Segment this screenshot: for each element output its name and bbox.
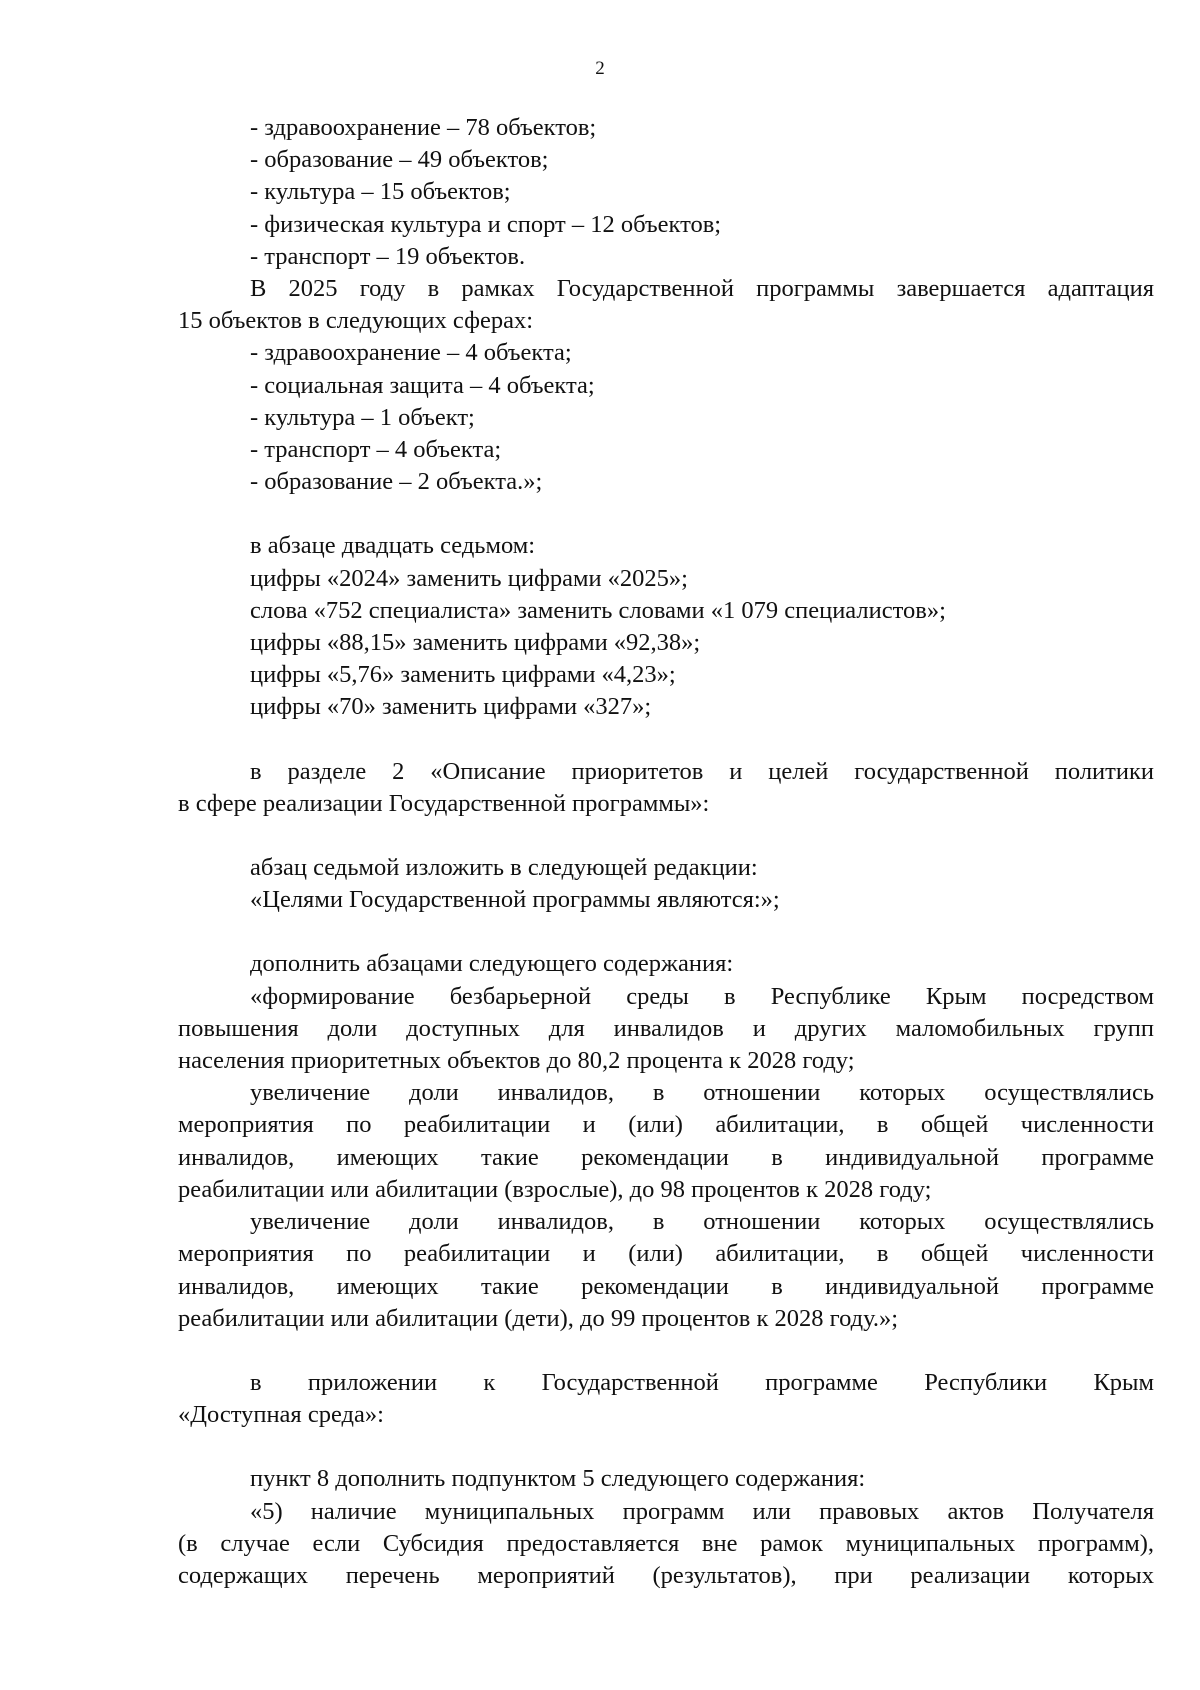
text-line: 15 объектов в следующих сферах: xyxy=(178,307,533,335)
text-line: цифры «2024» заменить цифрами «2025»; xyxy=(250,564,688,592)
text-line: населения приоритетных объектов до 80,2 процента к 2028 году; xyxy=(178,1047,855,1075)
text-line: цифры «70» заменить цифрами «327»; xyxy=(250,693,652,721)
list-item: - здравоохранение – 4 объекта; xyxy=(250,339,572,367)
list-item: - здравоохранение – 78 объектов; xyxy=(250,114,597,141)
list-item: - образование – 49 объектов; xyxy=(250,146,549,174)
text-line: увеличение доли инвалидов, в отношении которых осуществлялись xyxy=(250,1079,1154,1107)
text-line: повышения доли доступных для инвалидов и других маломобильных групп xyxy=(178,1014,1154,1042)
text-line: В 2025 году в рамках Государственной программы завершается адаптация xyxy=(250,275,1154,303)
document-body xyxy=(178,112,1154,1592)
text-line: цифры «5,76» заменить цифрами «4,23»; xyxy=(250,661,676,689)
text-line: инвалидов, имеющих такие рекомендации в индивидуальной программе xyxy=(178,1272,1154,1300)
list-item: - социальная защита – 4 объекта; xyxy=(250,371,595,399)
list-item: - транспорт – 4 объекта; xyxy=(250,436,502,464)
text-line: «5) наличие муниципальных программ или правовых актов Получателя xyxy=(250,1497,1154,1525)
list-objects-total xyxy=(178,112,1154,273)
text-line: «Целями Государственной программы являются:»; xyxy=(250,886,780,914)
text-line: (в случае если Субсидия предоставляется вне рамок муниципальных программ), xyxy=(178,1529,1154,1557)
text-line: реабилитации или абилитации (дети), до 99 процентов к 2028 году.»; xyxy=(178,1304,899,1332)
text-line: слова «752 специалиста» заменить словами «1 079 специалистов»; xyxy=(250,596,946,624)
list-objects-2025 xyxy=(178,337,1154,498)
text-line: мероприятия по реабилитации и (или) абилитации, в общей численности xyxy=(178,1111,1154,1139)
paragraph-7-change xyxy=(178,852,1154,916)
text-line: инвалидов, имеющих такие рекомендации в индивидуальной программе xyxy=(178,1143,1154,1171)
text-line: в сфере реализации Государственной программы»: xyxy=(178,789,710,817)
text-line: реабилитации или абилитации (взрослые), до 98 процентов к 2028 году; xyxy=(178,1175,932,1203)
text-line: в разделе 2 «Описание приоритетов и целей государственной политики xyxy=(250,757,1154,785)
list-item: - культура – 1 объект; xyxy=(250,403,475,431)
text-line: мероприятия по реабилитации и (или) абилитации, в общей численности xyxy=(178,1240,1154,1268)
paragraph-27-changes xyxy=(178,530,1154,723)
paragraph-2025 xyxy=(178,273,1154,337)
text-line: «формирование безбарьерной среды в Республике Крым посредством xyxy=(250,982,1154,1010)
appendix-heading xyxy=(178,1367,1154,1431)
text-line: в абзаце двадцать седьмом: xyxy=(250,532,536,560)
text-line: дополнить абзацами следующего содержания: xyxy=(250,950,734,978)
text-line: абзац седьмой изложить в следующей редакции: xyxy=(250,854,758,882)
page-number: 2 xyxy=(595,58,605,79)
list-item: - транспорт – 19 объектов. xyxy=(250,242,526,270)
supplement-paragraphs xyxy=(178,948,1154,1334)
text-line: «Доступная среда»: xyxy=(178,1401,384,1429)
list-item: - образование – 2 объекта.»; xyxy=(250,468,543,496)
list-item: - физическая культура и спорт – 12 объектов; xyxy=(250,210,722,238)
section-2-heading xyxy=(178,756,1154,820)
point-8-supplement xyxy=(178,1463,1154,1592)
text-line: увеличение доли инвалидов, в отношении которых осуществлялись xyxy=(250,1208,1154,1236)
list-item: - культура – 15 объектов; xyxy=(250,178,511,206)
text-line: содержащих перечень мероприятий (результатов), при реализации которых xyxy=(178,1561,1154,1589)
text-line: цифры «88,15» заменить цифрами «92,38»; xyxy=(250,629,701,657)
text-line: пункт 8 дополнить подпунктом 5 следующего содержания: xyxy=(250,1465,866,1493)
text-line: в приложении к Государственной программе Республики Крым xyxy=(250,1368,1154,1396)
